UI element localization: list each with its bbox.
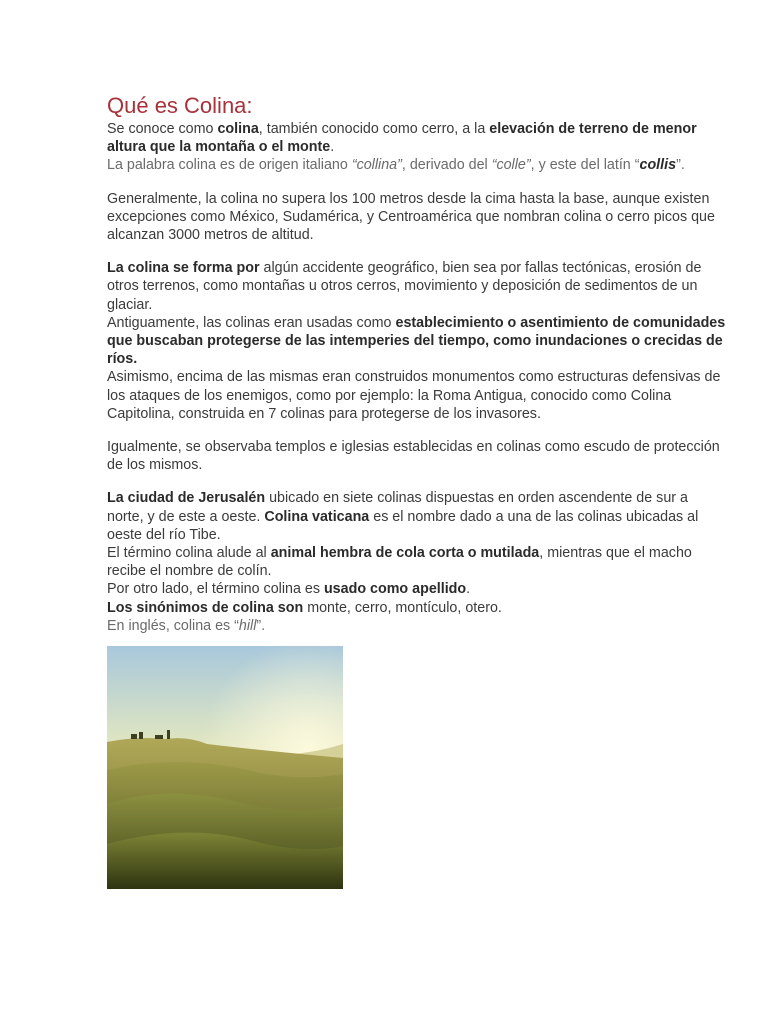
paragraph-definition: Se conoce como colina, también conocido como cerro, a la elevación de terreno de menor altura que la montaña o el monte. [107,121,697,156]
article-body [107,92,727,635]
paragraph-english: En inglés, colina es “hill”. [107,617,266,634]
paragraph-height: Generalmente, la colina no supera los 100 metros desde la cima hasta la base, aunque existen excepciones como México, Sudamérica, y Centroamérica que nombran colina o cerro picos que alcanzan 3000 metros de altitud. [107,190,715,244]
paragraph-temples: Igualmente, se observaba templos e iglesias establecidas en colinas como escudo de protección de los mismos. [107,439,720,474]
paragraph-formation: La colina se forma por algún accidente geográfico, bien sea por fallas tectónicas, erosión de otros terrenos, como montañas u otros cerros, movimiento y deposición de sedimentos de un glaciar. [107,260,702,313]
paragraph-jerusalem: La ciudad de Jerusalén ubicado en siete colinas dispuestas en orden ascendente de sur a norte, y de este a oeste. Colina vaticana es el nombre dado a una de las colinas ubicadas al oeste del río Tibe. [107,490,699,543]
paragraph-synonyms: Los sinónimos de colina son monte, cerro, montículo, otero. [107,599,502,616]
page-title: Qué es Colina: [107,93,253,118]
rolling-hills-landscape-photo [107,646,343,889]
paragraph-animal: El término colina alude al animal hembra de cola corta o mutilada, mientras que el macho recibe el nombre de colín. [107,545,692,580]
paragraph-etymology: La palabra colina es de origen italiano “collina”, derivado del “colle”, y este del latín “collis”. [107,157,685,174]
paragraph-monuments: Asimismo, encima de las mismas eran construidos monumentos como estructuras defensivas de los ataques de los enemigos, como por ejemplo: la Roma Antigua, conocido como Colina Capitolina, construida en 7 colinas para protegerse de los invasores. [107,369,721,422]
paragraph-surname: Por otro lado, el término colina es usado como apellido. [107,581,471,598]
paragraph-ancient-use: Antiguamente, las colinas eran usadas como establecimiento o asentimiento de comunidades que buscaban protegerse de las intemperies del tiempo, como inundaciones o crecidas de ríos. [107,314,726,368]
